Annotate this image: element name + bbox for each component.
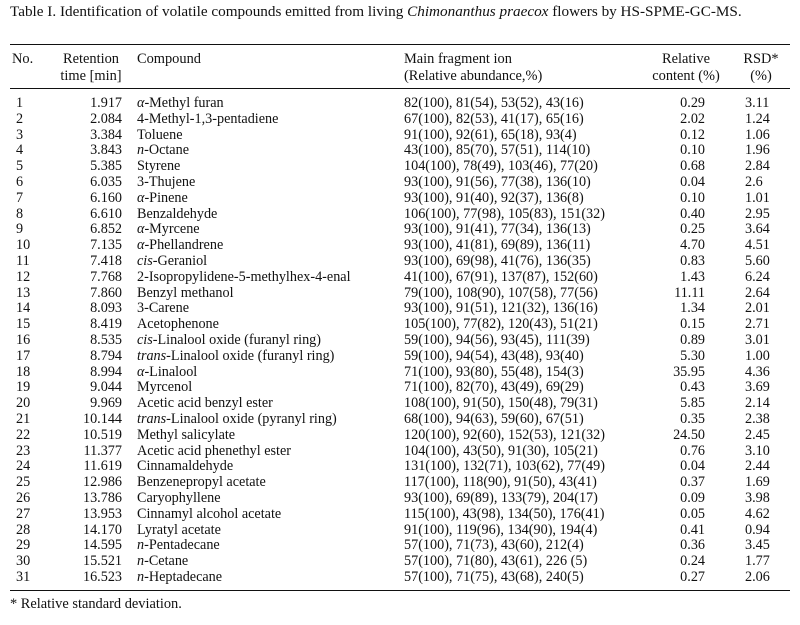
- rsd-value: 3.01: [745, 331, 770, 348]
- rsd-value: 1.77: [745, 553, 770, 570]
- fragment-ions: 93(100), 69(89), 133(79), 204(17): [404, 489, 598, 506]
- table-bottom-rule: [10, 590, 790, 591]
- relative-content: 0.43: [680, 379, 705, 396]
- rsd-value: 4.36: [745, 363, 770, 380]
- relative-content: 0.41: [680, 521, 705, 538]
- retention-time: 8.994: [90, 363, 122, 380]
- rsd-value: 2.14: [745, 395, 770, 412]
- compound-name: [137, 538, 220, 554]
- relative-content: 0.25: [680, 221, 705, 238]
- header-relative-content: Relative content (%): [652, 51, 720, 84]
- retention-time: 7.418: [90, 252, 122, 269]
- retention-time: 6.035: [90, 173, 122, 190]
- fragment-ions: 68(100), 94(63), 59(60), 67(51): [404, 410, 584, 427]
- compound-name-text: Benzaldehyde: [137, 205, 218, 222]
- rsd-value: 3.45: [745, 537, 770, 554]
- relative-content: 0.15: [680, 316, 705, 333]
- header-rsd: RSD* (%): [743, 51, 779, 84]
- compound-prefix: α: [137, 221, 145, 238]
- compound-name-text: Cinnamyl alcohol acetate: [137, 505, 282, 522]
- row-number: 21: [16, 410, 31, 427]
- compound-name: [137, 238, 223, 254]
- row-number: 14: [16, 300, 31, 317]
- rsd-value: 2.6: [745, 173, 763, 190]
- table-top-rule: [10, 44, 790, 45]
- caption-suffix: flowers by HS-SPME-GC-MS.: [548, 3, 742, 20]
- row-number: 16: [16, 331, 31, 348]
- compound-table-body: [10, 96, 790, 586]
- compound-name: [137, 365, 197, 381]
- rsd-value: 1.24: [745, 110, 770, 127]
- rsd-value: 1.01: [745, 189, 770, 206]
- table-row: [10, 238, 790, 254]
- fragment-ions: 82(100), 81(54), 53(52), 43(16): [404, 95, 584, 111]
- retention-time: 8.419: [90, 316, 122, 333]
- fragment-ions: 106(100), 77(98), 105(83), 151(32): [404, 205, 605, 222]
- fragment-ions: 93(100), 91(40), 92(37), 136(8): [404, 189, 584, 206]
- compound-name: [137, 428, 235, 444]
- compound-name-text: -Pentadecane: [144, 537, 220, 554]
- compound-name-text: -Heptadecane: [144, 568, 223, 585]
- compound-name-text: -Linalool oxide (pyranyl ring): [166, 410, 337, 427]
- compound-prefix: n: [137, 553, 145, 570]
- rsd-value: 2.84: [745, 158, 770, 175]
- compound-name-text: -Cetane: [144, 553, 189, 570]
- relative-content: 0.24: [680, 553, 705, 570]
- retention-time: 6.610: [90, 205, 122, 222]
- fragment-ions: 117(100), 118(90), 91(50), 43(41): [404, 474, 597, 491]
- compound-name: [137, 143, 189, 159]
- compound-name-text: -Phellandrene: [144, 237, 224, 254]
- table-row: [10, 554, 790, 570]
- compound-name: [137, 270, 351, 286]
- compound-prefix: cis: [137, 252, 153, 269]
- compound-name: [137, 570, 222, 586]
- rsd-value: 3.69: [745, 379, 770, 396]
- table-row: [10, 301, 790, 317]
- rsd-value: 3.64: [745, 221, 770, 238]
- compound-name-text: Benzenepropyl acetate: [137, 474, 266, 491]
- row-number: 3: [16, 126, 24, 143]
- retention-time: 8.535: [90, 331, 122, 348]
- retention-time: 8.093: [90, 300, 122, 317]
- row-number: 4: [16, 142, 24, 159]
- retention-time: 14.170: [82, 521, 122, 538]
- relative-content: 5.85: [680, 395, 705, 412]
- fragment-ions: 57(100), 71(80), 43(61), 226 (5): [404, 553, 588, 570]
- compound-name: [137, 459, 233, 475]
- compound-name-text: 2-Isopropylidene-5-methylhex-4-enal: [137, 268, 351, 285]
- table-row: [10, 507, 790, 523]
- fragment-ions: 91(100), 119(96), 134(90), 194(4): [404, 521, 598, 538]
- row-number: 26: [16, 489, 31, 506]
- row-number: 6: [16, 173, 24, 190]
- table-row: [10, 412, 790, 428]
- rsd-value: 2.95: [745, 205, 770, 222]
- rsd-value: 1.06: [745, 126, 770, 143]
- compound-name: [137, 507, 281, 523]
- header-no: No.: [12, 51, 34, 67]
- table-row: [10, 96, 790, 112]
- compound-name-text: -Pinene: [144, 189, 188, 206]
- compound-name-text: -Myrcene: [144, 221, 200, 238]
- retention-time: 11.619: [83, 458, 122, 475]
- table-row: [10, 475, 790, 491]
- row-number: 17: [16, 347, 31, 364]
- rsd-value: 6.24: [745, 268, 770, 285]
- rsd-value: 2.01: [745, 300, 770, 317]
- row-number: 5: [16, 158, 24, 175]
- rsd-value: 3.98: [745, 489, 770, 506]
- compound-name-text: Cinnamaldehyde: [137, 458, 234, 475]
- row-number: 12: [16, 268, 31, 285]
- relative-content: 0.37: [680, 474, 705, 491]
- table-row: [10, 270, 790, 286]
- compound-name: [137, 112, 278, 128]
- retention-time: 7.135: [90, 237, 122, 254]
- fragment-ions: 93(100), 69(98), 41(76), 136(35): [404, 252, 591, 269]
- fragment-ions: 104(100), 78(49), 103(46), 77(20): [404, 158, 598, 175]
- compound-prefix: n: [137, 568, 145, 585]
- compound-name: [137, 380, 192, 396]
- rsd-value: 1.96: [745, 142, 770, 159]
- retention-time: 2.084: [90, 110, 122, 127]
- table-row: [10, 538, 790, 554]
- compound-name-text: 3-Carene: [137, 300, 189, 317]
- compound-name-text: -Linalool oxide (furanyl ring): [152, 331, 321, 348]
- table-row: [10, 396, 790, 412]
- compound-name: [137, 286, 234, 302]
- table-row: [10, 175, 790, 191]
- row-number: 23: [16, 442, 31, 459]
- fragment-ions: 93(100), 41(81), 69(89), 136(11): [404, 237, 591, 254]
- relative-content: 1.34: [680, 300, 705, 317]
- compound-name-text: -Methyl furan: [144, 95, 224, 111]
- rsd-value: 5.60: [745, 252, 770, 269]
- compound-name: [137, 301, 189, 317]
- caption-prefix: Table I. Identification of volatile compounds emitted from living: [10, 3, 408, 20]
- retention-time: 12.986: [82, 474, 122, 491]
- fragment-ions: 57(100), 71(75), 43(68), 240(5): [404, 568, 584, 585]
- compound-prefix: α: [137, 237, 145, 254]
- row-number: 18: [16, 363, 31, 380]
- row-number: 29: [16, 537, 31, 554]
- header-fragment-ion: Main fragment ion (Relative abundance,%): [404, 51, 543, 84]
- relative-content: 0.10: [680, 142, 705, 159]
- relative-content: 0.68: [680, 158, 705, 175]
- header-compound: Compound: [137, 51, 201, 67]
- table-row: [10, 333, 790, 349]
- rsd-value: 2.45: [745, 426, 770, 443]
- relative-content: 4.70: [680, 237, 705, 254]
- compound-name-text: Benzyl methanol: [137, 284, 234, 301]
- relative-content: 0.83: [680, 252, 705, 269]
- retention-time: 9.969: [90, 395, 122, 412]
- compound-name: [137, 554, 188, 570]
- compound-name-text: Acetophenone: [137, 316, 219, 333]
- compound-name-text: Methyl salicylate: [137, 426, 236, 443]
- retention-time: 5.385: [90, 158, 122, 175]
- compound-name-text: -Linalool: [144, 363, 198, 380]
- table-row: [10, 128, 790, 144]
- row-number: 27: [16, 505, 31, 522]
- compound-name: [137, 412, 337, 428]
- compound-prefix: trans: [137, 347, 167, 364]
- retention-time: 10.144: [82, 410, 122, 427]
- compound-prefix: trans: [137, 410, 167, 427]
- fragment-ions: 93(100), 91(51), 121(32), 136(16): [404, 300, 598, 317]
- rsd-value: 2.64: [745, 284, 770, 301]
- compound-name: [137, 349, 334, 365]
- fragment-ions: 79(100), 108(90), 107(58), 77(56): [404, 284, 598, 301]
- retention-time: 8.794: [90, 347, 122, 364]
- table-header-rule: [10, 88, 790, 89]
- table-row: [10, 207, 790, 223]
- retention-time: 6.160: [90, 189, 122, 206]
- rsd-value: 2.38: [745, 410, 770, 427]
- retention-time: 16.523: [82, 568, 122, 585]
- row-number: 1: [16, 95, 24, 111]
- retention-time: 13.786: [82, 489, 122, 506]
- relative-content: 0.04: [680, 458, 705, 475]
- table-row: [10, 143, 790, 159]
- compound-name: [137, 175, 195, 191]
- fragment-ions: 91(100), 92(61), 65(18), 93(4): [404, 126, 577, 143]
- compound-prefix: α: [137, 363, 145, 380]
- compound-name-text: 4-Methyl-1,3-pentadiene: [137, 110, 279, 127]
- row-number: 30: [16, 553, 31, 570]
- row-number: 22: [16, 426, 31, 443]
- fragment-ions: 71(100), 93(80), 55(48), 154(3): [404, 363, 584, 380]
- compound-name-text: -Octane: [144, 142, 189, 159]
- table-row: [10, 444, 790, 460]
- row-number: 24: [16, 458, 31, 475]
- compound-name: [137, 96, 224, 112]
- compound-name: [137, 207, 217, 223]
- compound-prefix: α: [137, 189, 145, 206]
- retention-time: 3.384: [90, 126, 122, 143]
- row-number: 25: [16, 474, 31, 491]
- compound-name: [137, 444, 291, 460]
- rsd-value: 2.71: [745, 316, 770, 333]
- row-number: 7: [16, 189, 24, 206]
- compound-name-text: Acetic acid phenethyl ester: [137, 442, 292, 459]
- retention-time: 14.595: [82, 537, 122, 554]
- compound-name-text: -Geraniol: [152, 252, 208, 269]
- compound-name-text: Lyratyl acetate: [137, 521, 221, 538]
- fragment-ions: 93(100), 91(41), 77(34), 136(13): [404, 221, 591, 238]
- row-number: 8: [16, 205, 24, 222]
- retention-time: 15.521: [82, 553, 122, 570]
- retention-time: 7.860: [90, 284, 122, 301]
- table-footnote: * Relative standard deviation.: [10, 596, 182, 612]
- table-row: [10, 459, 790, 475]
- relative-content: 11.11: [674, 284, 705, 301]
- relative-content: 0.05: [680, 505, 705, 522]
- fragment-ions: 104(100), 43(50), 91(30), 105(21): [404, 442, 598, 459]
- relative-content: 0.29: [680, 95, 705, 111]
- fragment-ions: 67(100), 82(53), 41(17), 65(16): [404, 110, 584, 127]
- relative-content: 0.89: [680, 331, 705, 348]
- table-row: [10, 159, 790, 175]
- fragment-ions: 131(100), 132(71), 103(62), 77(49): [404, 458, 605, 475]
- fragment-ions: 41(100), 67(91), 137(87), 152(60): [404, 268, 598, 285]
- compound-name: [137, 222, 200, 238]
- fragment-ions: 105(100), 77(82), 120(43), 51(21): [404, 316, 598, 333]
- compound-name: [137, 475, 266, 491]
- compound-name: [137, 333, 321, 349]
- retention-time: 13.953: [82, 505, 122, 522]
- fragment-ions: 120(100), 92(60), 152(53), 121(32): [404, 426, 605, 443]
- fragment-ions: 43(100), 85(70), 57(51), 114(10): [404, 142, 591, 159]
- compound-name: [137, 191, 188, 207]
- compound-name-text: -Linalool oxide (furanyl ring): [166, 347, 335, 364]
- retention-time: 11.377: [83, 442, 122, 459]
- compound-name: [137, 317, 219, 333]
- table-row: [10, 317, 790, 333]
- table-row: [10, 112, 790, 128]
- table-row: [10, 349, 790, 365]
- row-number: 9: [16, 221, 24, 238]
- rsd-value: 0.94: [745, 521, 770, 538]
- header-retention-time: Retention time [min]: [60, 51, 122, 84]
- relative-content: 0.27: [680, 568, 705, 585]
- fragment-ions: 108(100), 91(50), 150(48), 79(31): [404, 395, 598, 412]
- relative-content: 24.50: [673, 426, 705, 443]
- fragment-ions: 59(100), 94(54), 43(48), 93(40): [404, 347, 584, 364]
- relative-content: 35.95: [673, 363, 705, 380]
- relative-content: 2.02: [680, 110, 705, 127]
- retention-time: 6.852: [90, 221, 122, 238]
- compound-name: [137, 254, 207, 270]
- table-row: [10, 570, 790, 586]
- retention-time: 1.917: [90, 95, 122, 111]
- fragment-ions: 93(100), 91(56), 77(38), 136(10): [404, 173, 591, 190]
- table-caption: [10, 3, 792, 21]
- row-number: 20: [16, 395, 31, 412]
- rsd-value: 2.44: [745, 458, 770, 475]
- rsd-value: 3.11: [745, 95, 770, 111]
- relative-content: 5.30: [680, 347, 705, 364]
- row-number: 19: [16, 379, 31, 396]
- table-row: [10, 286, 790, 302]
- fragment-ions: 57(100), 71(73), 43(60), 212(4): [404, 537, 584, 554]
- relative-content: 0.36: [680, 537, 705, 554]
- row-number: 2: [16, 110, 24, 127]
- relative-content: 0.04: [680, 173, 705, 190]
- compound-prefix: n: [137, 142, 145, 159]
- compound-name: [137, 128, 183, 144]
- compound-prefix: cis: [137, 331, 153, 348]
- retention-time: 7.768: [90, 268, 122, 285]
- compound-name-text: Toluene: [137, 126, 183, 143]
- rsd-value: 4.62: [745, 505, 770, 522]
- table-row: [10, 365, 790, 381]
- relative-content: 0.35: [680, 410, 705, 427]
- fragment-ions: 115(100), 43(98), 134(50), 176(41): [404, 505, 605, 522]
- rsd-value: 1.69: [745, 474, 770, 491]
- compound-name: [137, 491, 221, 507]
- compound-name-text: 3-Thujene: [137, 173, 196, 190]
- rsd-value: 2.06: [745, 568, 770, 585]
- rsd-value: 1.00: [745, 347, 770, 364]
- compound-name: [137, 396, 273, 412]
- retention-time: 10.519: [82, 426, 122, 443]
- compound-name-text: Myrcenol: [137, 379, 193, 396]
- relative-content: 0.10: [680, 189, 705, 206]
- table-row: [10, 428, 790, 444]
- fragment-ions: 71(100), 82(70), 43(49), 69(29): [404, 379, 584, 396]
- table-row: [10, 254, 790, 270]
- compound-name-text: Caryophyllene: [137, 489, 221, 506]
- table-row: [10, 491, 790, 507]
- rsd-value: 4.51: [745, 237, 770, 254]
- caption-species: Chimonanthus praecox: [407, 3, 549, 20]
- fragment-ions: 59(100), 94(56), 93(45), 111(39): [404, 331, 590, 348]
- table-row: [10, 380, 790, 396]
- row-number: 11: [16, 252, 30, 269]
- retention-time: 9.044: [90, 379, 122, 396]
- relative-content: 0.12: [680, 126, 705, 143]
- table-row: [10, 191, 790, 207]
- retention-time: 3.843: [90, 142, 122, 159]
- relative-content: 0.76: [680, 442, 705, 459]
- relative-content: 0.09: [680, 489, 705, 506]
- row-number: 13: [16, 284, 31, 301]
- relative-content: 0.40: [680, 205, 705, 222]
- compound-name: [137, 523, 221, 539]
- compound-name: [137, 159, 180, 175]
- compound-prefix: n: [137, 537, 145, 554]
- row-number: 28: [16, 521, 31, 538]
- compound-prefix: α: [137, 95, 145, 111]
- row-number: 31: [16, 568, 31, 585]
- row-number: 10: [16, 237, 31, 254]
- relative-content: 1.43: [680, 268, 705, 285]
- table-row: [10, 222, 790, 238]
- table-row: [10, 523, 790, 539]
- row-number: 15: [16, 316, 31, 333]
- compound-name-text: Acetic acid benzyl ester: [137, 395, 273, 412]
- rsd-value: 3.10: [745, 442, 770, 459]
- compound-name-text: Styrene: [137, 158, 181, 175]
